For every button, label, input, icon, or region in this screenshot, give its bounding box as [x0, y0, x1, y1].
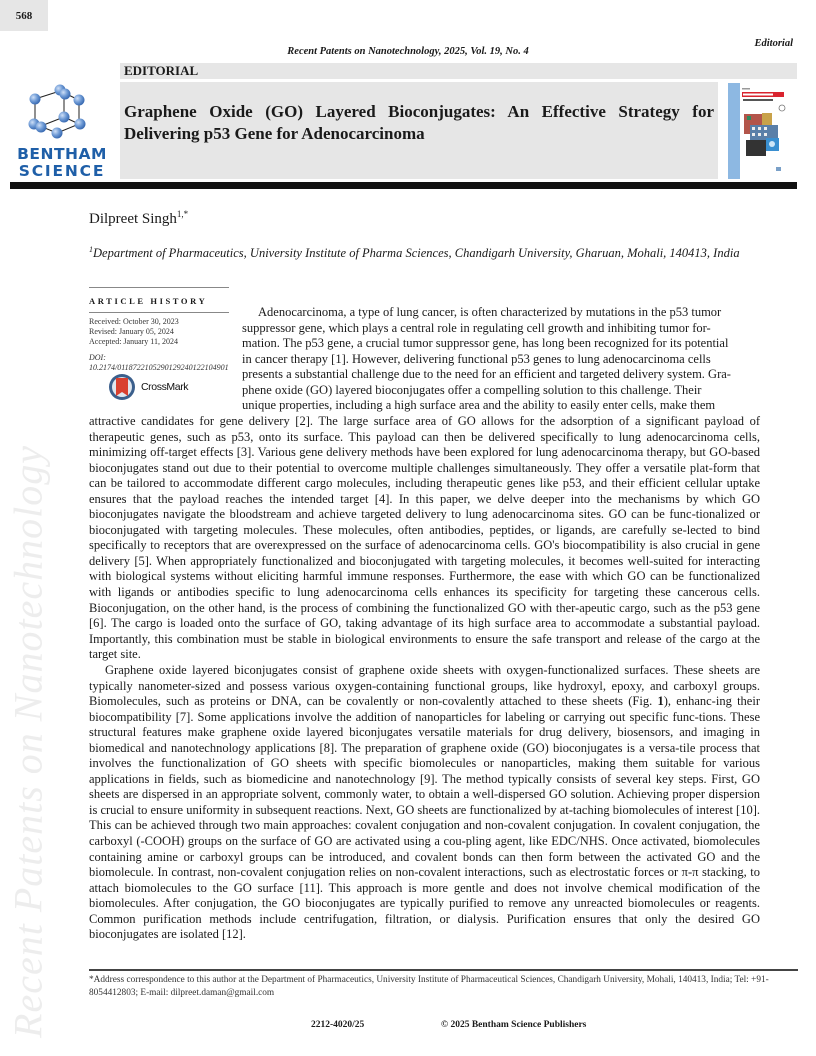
- paragraph-2: [89, 663, 760, 943]
- journal-cover-thumbnail[interactable]: [728, 83, 790, 179]
- author-name: [89, 209, 188, 228]
- footnote-rule: [89, 969, 798, 971]
- article-history-title: ARTICLE HISTORY: [89, 296, 208, 306]
- paragraph-2-text-cont: ), enhanc-ing their biocompatibility [7]. Some applications involve the addition of nanoparticles for labeling or carrying out specific func-tions. These structural features make graphene oxide layered biconjugates versatile materials for drug delivery, biosensors, and imaging in biomedical and nanotechnology applications [8]. The preparation of graphene oxide (GO) bioconjugates is a versa-tile process that involves the functionalization of GO sheets with specific biomolecules or nanoparticles, making them suitable for various applications in fields, such as biomedicine and nanotechnology [9]. The method typically consists of several key steps. First, GO sheets are dispersed in an appropriate solvent, commonly water, to obtain a well-dispersed GO solution. Achieving proper dispersion is crucial to ensure uniformity in subsequent reactions. Next, GO sheets are functionalized by at-taching biomolecules of interest [10]. This can be achieved through two main approaches: covalent conjugation and non-covalent conjugation. In covalent conjugation, the carboxyl (-COOH) groups on the surface of GO are activated using a cou-pling agent, like EDC/NHS. Once activated, biomolecules containing amine or carboxyl groups can be introduced, and covalent bonds can then form between the activated GO and the biomolecule. In contrast, non-covalent conjugation relies on non-covalent interactions, such as electrostatic forces or π-π stacking, to attach biomolecules to the GO surface [11]. This approach is more gentle and does not involve chemical modification of the biomolecules. After conjugation, the GO bioconjugates are typically purified to remove any unreacted biomolecules or reagents. Common purification methods include centrifugation, filtration, or dialysis. Purification ensures that only the desired GO bioconjugates are isolated [12].: [89, 694, 760, 942]
- paragraph-2-text: Graphene oxide layered biconjugates consist of graphene oxide sheets with oxygen-functionalized surfaces. These sheets are typically nanometer-sized and possess various oxygen-containing functional groups, like hydroxyl, epoxy, and carboxyl groups. Biomolecules, such as proteins or DNA, can be covalently or non-covalently attached to these sheets (Fig.: [89, 663, 760, 709]
- author-superscript: 1,*: [176, 209, 189, 219]
- copyright: © 2025 Bentham Science Publishers: [441, 1020, 587, 1030]
- paragraph-line: suppressor gene, which plays a central role in regulating cell growth and inhibiting tumor for-: [242, 320, 711, 335]
- publisher-logo: [10, 82, 114, 179]
- crossmark-label: CrossMark: [141, 381, 189, 393]
- molecule-cube-icon: [10, 82, 114, 179]
- article-type-label: EDITORIAL: [124, 63, 199, 78]
- paragraph-line: in cancer therapy [1]. However, delivering functional p53 genes to lung adenocarcinoma cells: [242, 351, 711, 366]
- history-top-rule: [89, 287, 229, 288]
- correspondence-footnote: *Address correspondence to this author at the Department of Pharmaceutics, University Institute of Pharmaceutical Sciences, Chandigarh University, Mohali, 140413, India; Tel: +91-8054412803; E-mail: dilpreet.daman@gmail.com: [89, 975, 769, 998]
- journal-cover-image: [728, 83, 790, 179]
- paragraph-1-continued: attractive candidates for gene delivery [2]. The large surface area of GO allows for the adsorption of a significant payload of therapeutic genes, such as p53, onto its surface. This payload can then be delivered specifically to lung adenocarcinoma cells, minimizing off-target effects [3]. Various gene delivery methods have been explored for lung adenocarcinoma therapy, but GO-based bioconjugates stand out due to their potential to overcome multiple challenges simultaneously. They offer a versatile plat-form that can be tailored to accommodate different cargo molecules, including therapeutic genes like p53, and their efficient cellular uptake ensures that the payload reaches the intended target [4]. In this paper, we delve deeper into the mechanisms by which GO bioconjugates navigate the bloodstream and achieve targeted delivery to lung adenocarcinoma sites. GO can be func-tionalized or bioconjugated with targeting molecules. These molecules, often antibodies, peptides, or ligands, are carefully se-lected to bind specifically to receptors that are overexpressed on the surface of adenocarcinoma cells. GO's biocompatibility is also crucial in gene delivery [5]. When appropriately functionalized and bioconjugated with targeting molecules, it becomes well-suited for interacting with biological systems without eliciting harmful immune responses. Furthermore, the ease with which GO can be functionalized with ligands or antibodies specific to lung adenocarcinoma cells enhances its specificity for targeting these cancerous cells. Bioconjugation, on the other hand, is the process of combining the functionalized GO with ther-apeutic cargo, such as the p53 gene [6]. The cargo is loaded onto the surface of GO, taking advantage of its high surface area to accommodate a substantial payload. Importantly, this combination must be stable in biological environments to ensure the safe transport and release of the cargo at the target site.: [89, 414, 760, 662]
- paragraph-1-top: [242, 305, 760, 414]
- doi-link[interactable]: 10.2174/0118722105290129240122104901: [89, 363, 229, 372]
- figure-reference-link[interactable]: 1: [657, 694, 664, 709]
- logo-text-line1: BENTHAM: [17, 145, 107, 163]
- logo-text-line2: SCIENCE: [18, 162, 106, 179]
- affiliation-text: Department of Pharmaceutics, University Institute of Pharma Sciences, Chandigarh University, Gharuan, Mohali, 140413, India: [93, 246, 740, 261]
- article-type-bar: [120, 63, 797, 79]
- affiliation-marker: 1: [89, 245, 93, 254]
- history-title-rule: [89, 312, 229, 313]
- paragraph-line: phene oxide (GO) layered bioconjugates offer a compelling solution to this challenge. Their: [242, 382, 702, 397]
- history-revised: Revised: January 05, 2024: [89, 327, 174, 336]
- page-number: 568: [15, 10, 33, 22]
- journal-citation-line: Recent Patents on Nanotechnology, 2025, Vol. 19, No. 4: [287, 46, 529, 57]
- history-accepted: Accepted: January 11, 2024: [89, 337, 179, 346]
- paragraph-line: mation. The p53 gene, a crucial tumor suppressor gene, has long been recognized for its potential: [242, 336, 729, 351]
- paragraph-line: Adenocarcinoma, a type of lung cancer, is often characterized by mutations in the p53 tumor: [258, 305, 722, 319]
- issn: 2212-4020/25: [311, 1020, 365, 1030]
- article-title: Graphene Oxide (GO) Layered Bioconjugates: An Effective Strategy for Delivering p53 Gene for Adenocarcinoma: [124, 102, 714, 143]
- doi-label: DOI:: [89, 353, 106, 362]
- header-divider: [10, 182, 797, 189]
- author-affiliation: [89, 241, 749, 262]
- crossmark-badge[interactable]: [108, 373, 208, 401]
- journal-watermark: Recent Patents on Nanotechnology: [5, 445, 51, 1038]
- crossmark-icon: [108, 373, 138, 403]
- paragraph-line: unique properties, including a high surface area and the ability to easily enter cells, make them: [242, 398, 716, 413]
- section-label: Editorial: [754, 38, 793, 49]
- history-received: Received: October 30, 2023: [89, 317, 179, 326]
- paragraph-line: presents a substantial challenge due to the need for an efficient and targeted delivery system. Gra-: [242, 367, 731, 382]
- author-name-text: Dilpreet Singh: [89, 211, 177, 227]
